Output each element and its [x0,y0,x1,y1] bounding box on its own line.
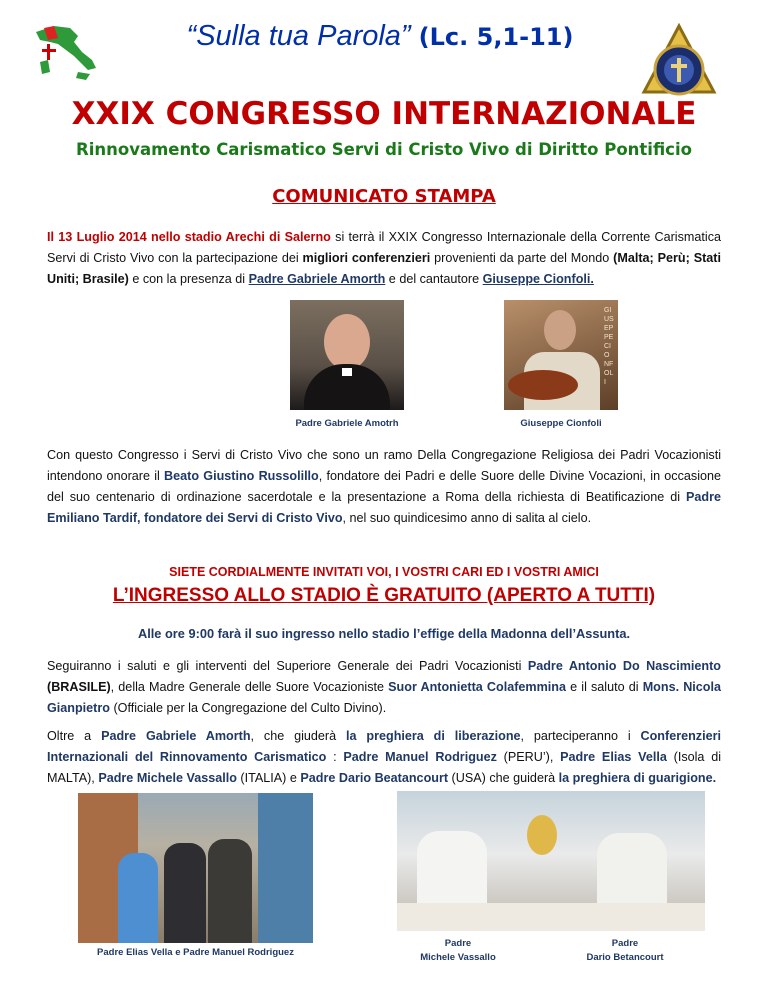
intro-paragraph: Il 13 Luglio 2014 nello stadio Arechi di Salerno si terrà il XXIX Congresso Internazionale della Corrente Carismatica Servi di Cristo Vivo con la partecipazione dei migliori conferenzieri provenienti da parte del Mondo (Malta; Perù; Stati Uniti; Brasile) e con la presenza di Padre Gabriele Amorth e del cantautore Giuseppe Cionfoli. [47,230,721,286]
amorth-link[interactable]: Padre Gabriele Amorth [248,272,386,286]
caption-betancourt-2: Dario Betancourt [586,952,664,963]
congress-subtitle: Rinnovamento Carismatico Servi di Cristo Vivo di Diritto Pontificio [76,140,692,159]
congress-title: XXIX CONGRESSO INTERNAZIONALE [71,96,697,132]
photo-vassallo-betancourt [397,791,705,931]
italy-map-logo [30,22,104,84]
caption-betancourt-1: Padre [611,938,639,949]
section-title: COMUNICATO STAMPA [272,186,496,207]
photo-vella-rodriguez [78,793,313,943]
motto-text: “Sulla tua Parola” [186,20,411,52]
photo-cionfoli [504,300,618,410]
guitar-text: GIUSEPPE CIONFOLI [604,307,614,386]
caption-cionfoli: Giuseppe Cionfoli [520,418,602,429]
paragraph-congress: Con questo Congresso i Servi di Cristo Vivo che sono un ramo Della Congregazione Religiosa dei Padri Vocazionisti intendono onorare il Beato Giustino Russolillo, fondatore dei Padri e delle Suore delle Divine Vocazioni, in occasione del suo centenario di ordinazione sacerdotale e la presentazione a Roma della richiesta di Beatificazione di Padre Emiliano Tardif, fondatore dei Servi di Cristo Vivo, nel suo quindicesimo anno di salita al cielo. [47,448,722,525]
free-entry-heading: L’INGRESSO ALLO STADIO È GRATUITO (APERTO A TUTTI) [112,585,656,606]
paragraph-conferenzieri: Oltre a Padre Gabriele Amorth, che giuderà la preghiera di liberazione, parteciperanno i Conferenzieri Internazionali del Rinnovamento Carismatico : Padre Manuel Rodriguez (PERU’), Padre Elias Vella (Isola di MALTA), Padre Michele Vassallo (ITALIA) e Padre Dario Beatancourt (USA) che guiderà la preghiera di guarigione. [47,729,722,785]
emblem-logo [640,22,718,102]
invitation-line: SIETE CORDIALMENTE INVITATI VOI, I VOSTRI CARI ED I VOSTRI AMICI [169,565,599,579]
beato-russolillo: Beato Giustino Russolillo [164,469,319,483]
photo-amorth [290,300,404,410]
paragraph-speakers: Seguiranno i saluti e gli interventi del Superiore Generale dei Padri Vocazionisti Padre Antonio Do Nascimiento (BRASILE), della Madre Generale delle Suore Vocazioniste Suor Antonietta Colafemmina e il saluto di Mons. Nicola Gianpietro (Officiale per la Congregazione del Culto Divino). [47,659,721,715]
caption-vassallo-2: Michele Vassallo [420,952,496,963]
scripture-ref: (Lc. 5,1-11) [418,23,574,51]
caption-amorth: Padre Gabriele Amotrh [295,418,399,429]
tardif-name: Padre Emiliano Tardif, fondatore dei Servi di Cristo Vivo [47,490,721,525]
caption-vella-rodriguez: Padre Elias Vella e Padre Manuel Rodriguez [97,947,294,958]
event-date-location: Il 13 Luglio 2014 nello stadio Arechi di Salerno [47,230,331,244]
caption-vassallo-1: Padre [444,938,472,949]
madonna-entrance: Alle ore 9:00 farà il suo ingresso nello stadio l’effige della Madonna dell’Assunta. [137,626,631,641]
cionfoli-link[interactable]: Giuseppe Cionfoli. [482,272,594,286]
